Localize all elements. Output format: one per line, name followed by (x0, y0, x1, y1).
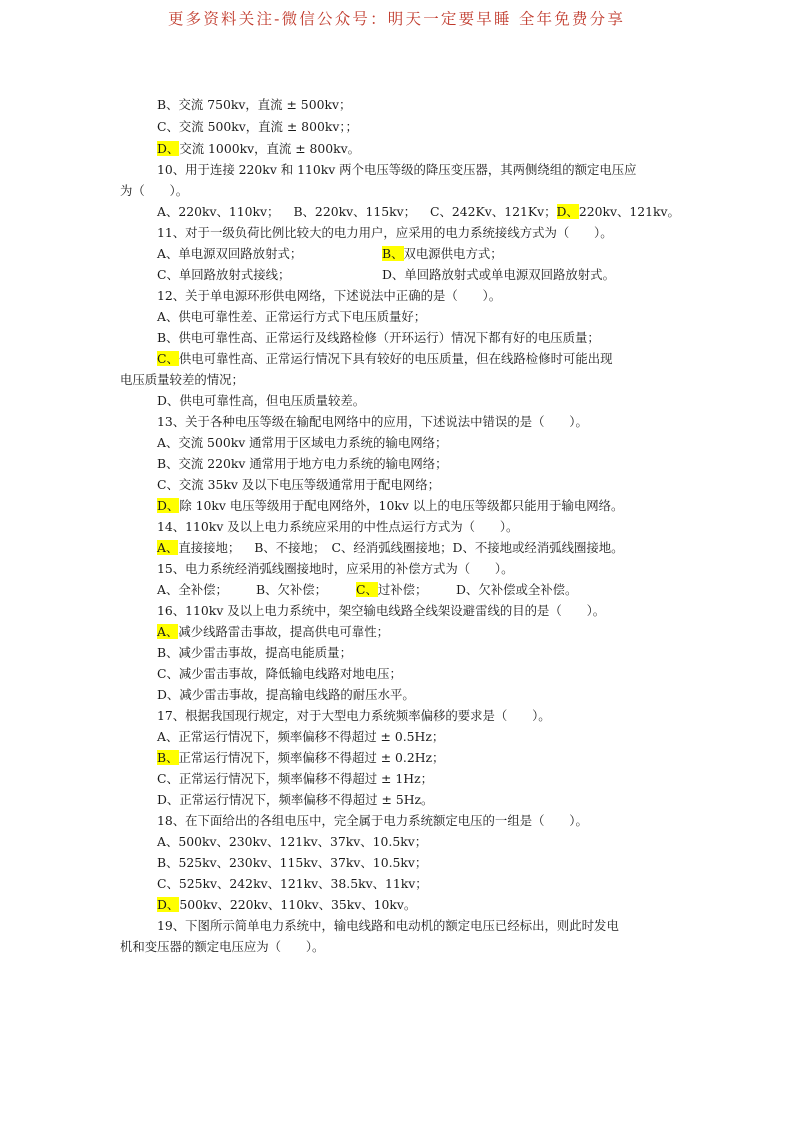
q15-option-c (356, 580, 427, 600)
q14-options-rest: B、不接地； C、经消弧线圈接地；D、不接地或经消弧线圈接地。 (254, 540, 624, 555)
q12-option-b: B、供电可靠性高、正常运行及线路检修（开环运行）情况下都有好的电压质量； (157, 330, 600, 345)
answer-highlight: B、 (157, 750, 179, 765)
q13-option-d (157, 496, 623, 516)
q16-option-b: B、减少雷击事故，提高电能质量； (157, 645, 352, 660)
q13-option-b: B、交流 220kv 通常用于地方电力系统的输电网络； (157, 456, 448, 471)
option-text: 除 10kv 电压等级用于配电网络外，10kv 以上的电压等级都只能用于输电网络。 (179, 498, 624, 513)
q18-option-b: B、525kv、230kv、115kv、37kv、10.5kv； (157, 855, 428, 870)
q19-stem-cont: 机和变压器的额定电压应为（ ）。 (120, 939, 325, 954)
option-text: 双电源供电方式； (403, 246, 503, 261)
q14-option-a: 直接接地； (178, 540, 241, 555)
answer-highlight: D、 (157, 897, 180, 912)
answer-highlight: A、 (157, 540, 179, 555)
q18-option-a: A、500kv、230kv、121kv、37kv、10.5kv； (157, 834, 428, 849)
q16-option-a (157, 622, 389, 642)
q16-option-c: C、减少雷击事故，降低输电线路对地电压； (157, 666, 402, 681)
q17-option-b (157, 748, 444, 768)
q15-option-b: B、欠补偿； (256, 582, 328, 597)
q11-option-c: C、单回路放射式接线； (157, 267, 291, 282)
q17-stem: 17、根据我国现行规定，对于大型电力系统频率偏移的要求是（ ）。 (157, 708, 551, 723)
option-text: 减少线路雷击事故，提高供电可靠性； (178, 624, 389, 639)
q15-option-a: A、全补偿； (157, 582, 228, 597)
q10-option-a: A、220kv、110kv； (157, 204, 280, 219)
q9-option-d (157, 139, 360, 159)
option-text: 500kv、220kv、110kv、35kv、10kv。 (179, 897, 417, 912)
q18-stem: 18、在下面给出的各组电压中，完全属于电力系统额定电压的一组是（ ）。 (157, 813, 588, 828)
q18-option-d (157, 895, 416, 915)
q9-option-b: B、交流 750kv，直流 ± 500kv； (157, 97, 352, 112)
q13-stem: 13、关于各种电压等级在输配电网络中的应用，下述说法中错误的是（ ）。 (157, 414, 588, 429)
q12-stem: 12、关于单电源环形供电网络，下述说法中正确的是（ ）。 (157, 288, 502, 303)
q10-option-d: 220kv、121kv。 (578, 204, 680, 219)
q12-option-c-cont: 电压质量较差的情况； (120, 372, 244, 387)
wechat-banner: 更多资料关注-微信公众号：明天一定要早睡 全年免费分享 (167, 10, 626, 28)
q18-option-c: C、525kv、242kv、121kv、38.5kv、11kv； (157, 876, 428, 891)
q10-option-c: C、242Kv、121Kv； (430, 204, 557, 219)
answer-highlight: C、 (157, 351, 179, 366)
q15-option-d: D、欠补偿或全补偿。 (456, 582, 578, 597)
q14-options (157, 538, 624, 558)
q11-option-d: D、单回路放射式或单电源双回路放射式。 (382, 267, 615, 282)
q10-options (157, 202, 680, 222)
answer-highlight: C、 (356, 582, 378, 597)
q11-stem: 11、对于一级负荷比例比较大的电力用户，应采用的电力系统接线方式为（ ）。 (157, 225, 613, 240)
answer-highlight: A、 (157, 624, 179, 639)
q17-option-d: D、正常运行情况下，频率偏移不得超过 ± 5Hz。 (157, 792, 434, 807)
option-text: 供电可靠性高、正常运行情况下具有较好的电压质量，但在线路检修时可能出现 (178, 351, 613, 366)
q17-option-c: C、正常运行情况下，频率偏移不得超过 ± 1Hz； (157, 771, 433, 786)
option-text: 正常运行情况下，频率偏移不得超过 ± 0.2Hz； (178, 750, 445, 765)
q10-option-b: B、220kv、115kv； (293, 204, 417, 219)
q11-option-a: A、单电源双回路放射式； (157, 246, 303, 261)
q10-stem-cont: 为（ ）。 (120, 183, 189, 198)
q10-stem: 10、用于连接 220kv 和 110kv 两个电压等级的降压变压器，其两侧绕组的额定电压应 (157, 162, 637, 177)
q13-option-a: A、交流 500kv 通常用于区域电力系统的输电网络； (157, 435, 448, 450)
q16-option-d: D、减少雷击事故，提高输电线路的耐压水平。 (157, 687, 415, 702)
q12-option-a: A、供电可靠性差、正常运行方式下电压质量好； (157, 309, 427, 324)
q13-option-c: C、交流 35kv 及以下电压等级通常用于配电网络； (157, 477, 441, 492)
q12-option-d: D、供电可靠性高，但电压质量较差。 (157, 393, 366, 408)
q17-option-a: A、正常运行情况下，频率偏移不得超过 ± 0.5Hz； (157, 729, 445, 744)
q16-stem: 16、110kv 及以上电力系统中，架空输电线路全线架设避雷线的目的是（ ）。 (157, 603, 606, 618)
option-text: 过补偿； (377, 582, 428, 597)
q11-option-b (382, 244, 503, 264)
q19-stem: 19、下图所示简单电力系统中，输电线路和电动机的额定电压已经标出，则此时发电 (157, 918, 619, 933)
answer-highlight: B、 (382, 246, 404, 261)
q9-option-c: C、交流 500kv，直流 ± 800kv；； (157, 119, 358, 134)
q12-option-c (157, 349, 613, 369)
q14-stem: 14、110kv 及以上电力系统应采用的中性点运行方式为（ ）。 (157, 519, 519, 534)
option-text: 交流 1000kv，直流 ± 800kv。 (179, 141, 361, 156)
q15-stem: 15、电力系统经消弧线圈接地时，应采用的补偿方式为（ ）。 (157, 561, 514, 576)
answer-highlight: D、 (157, 141, 180, 156)
answer-highlight: D、 (157, 498, 180, 513)
answer-highlight: D、 (556, 204, 579, 219)
